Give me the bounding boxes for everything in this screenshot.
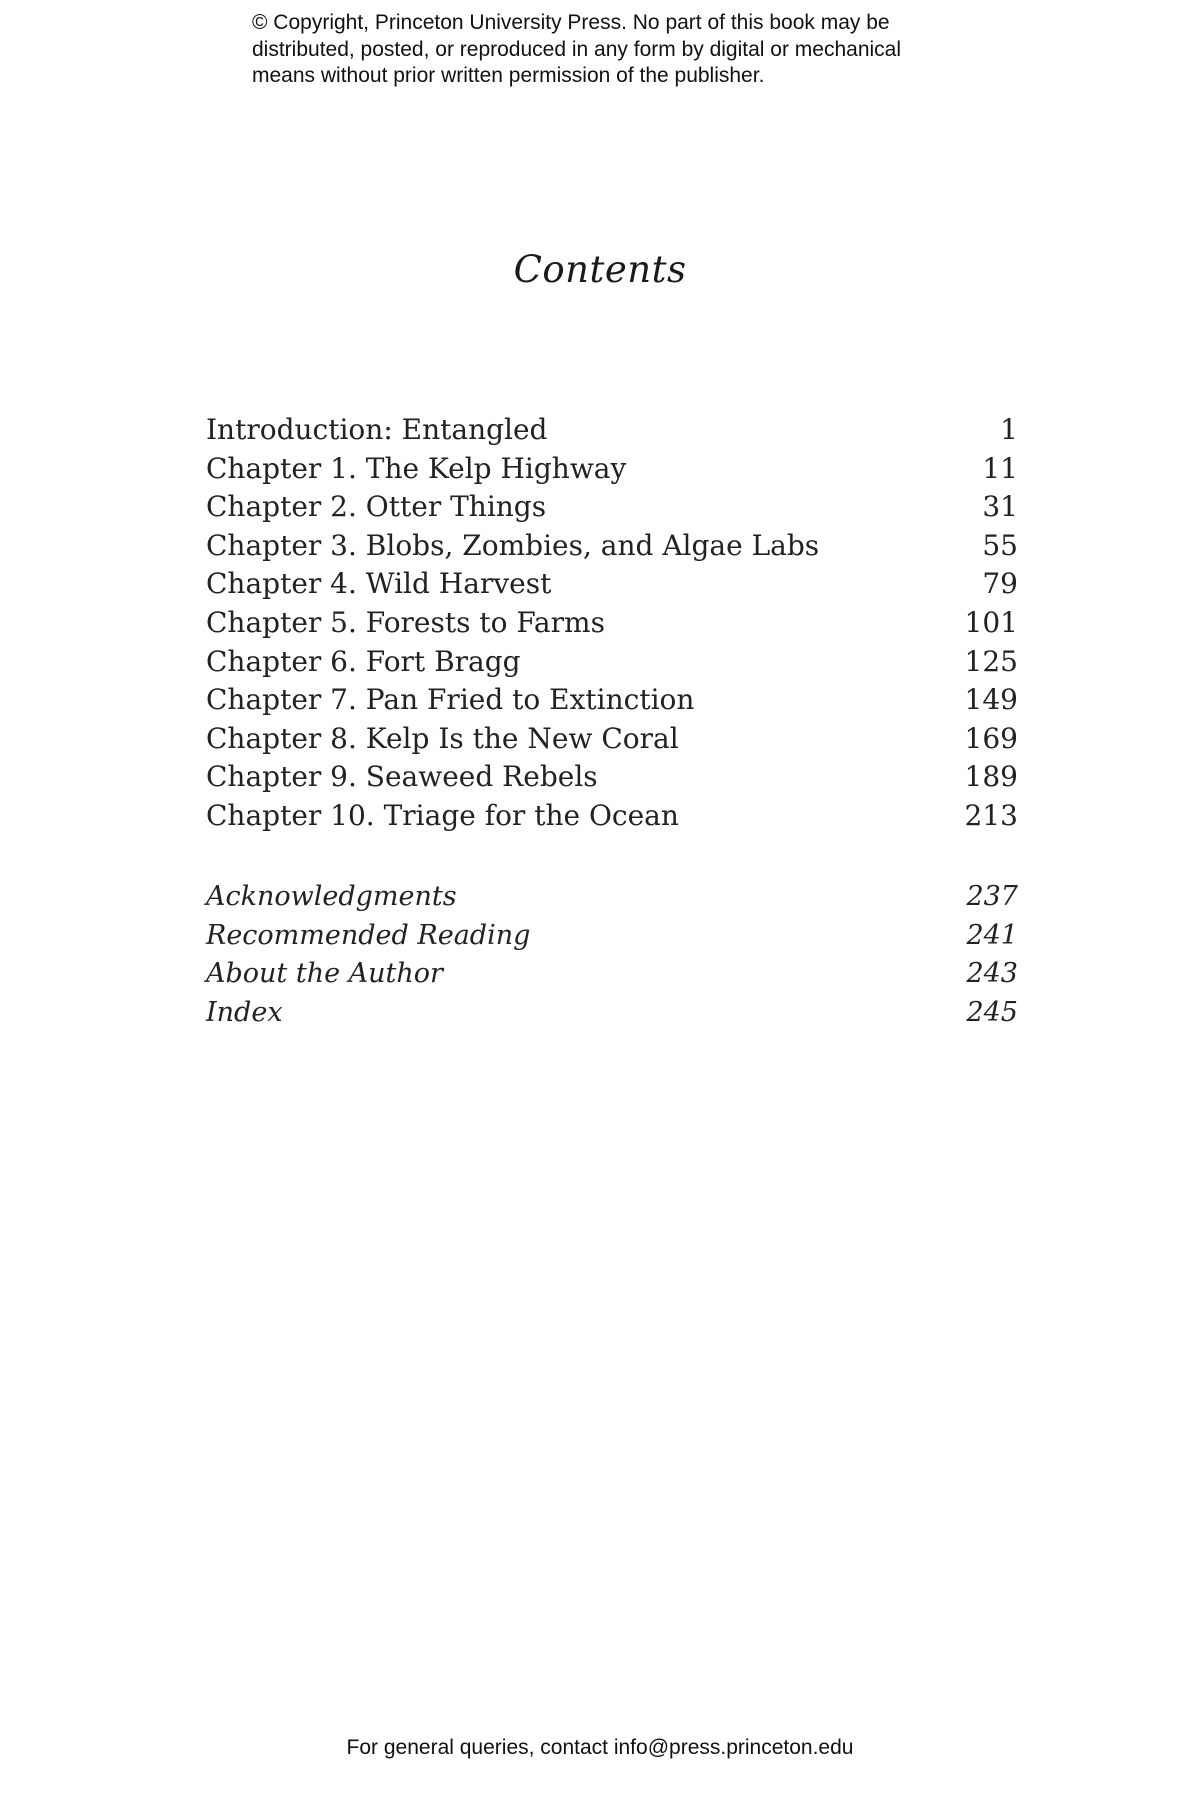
copyright-line: distributed, posted, or reproduced in any form by digital or mechanical — [252, 37, 902, 61]
toc-entry-title: Chapter 5. Forests to Farms — [206, 605, 605, 639]
toc-entry-title: Acknowledgments — [206, 881, 457, 912]
toc-entry — [206, 920, 1018, 959]
toc-entry — [206, 490, 1018, 529]
toc-entry — [206, 799, 1018, 838]
toc-entry-page: 125 — [964, 644, 1018, 678]
toc-entry-page: 243 — [966, 958, 1018, 989]
toc-entry-title: Introduction: Entangled — [206, 413, 548, 446]
toc-entry-title: Recommended Reading — [206, 919, 531, 951]
toc-entry — [206, 997, 1018, 1036]
copyright-line: © Copyright, Princeton University Press. No part of this book may be — [252, 11, 890, 34]
toc-entry-page: 189 — [964, 760, 1018, 794]
copyright-notice — [252, 10, 972, 90]
toc-entry-title: Chapter 3. Blobs, Zombies, and Algae Labs — [206, 528, 820, 562]
toc-entry-title: Chapter 4. Wild Harvest — [206, 567, 552, 601]
toc-entry-title: Chapter 8. Kelp Is the New Coral — [206, 721, 679, 755]
toc-entry-page: 55 — [982, 528, 1018, 562]
toc-entry-title: Chapter 1. The Kelp Highway — [206, 451, 627, 485]
toc-entry-page: 169 — [964, 721, 1018, 755]
toc-entry — [206, 645, 1018, 684]
toc-entry-title: Index — [206, 996, 283, 1028]
toc-entry-page: 245 — [966, 996, 1018, 1028]
toc-entry — [206, 722, 1018, 761]
toc-entry-page: 241 — [966, 919, 1018, 951]
toc-main-list — [206, 413, 1018, 838]
toc-entry-page: 237 — [966, 881, 1018, 912]
toc-entry-page: 31 — [982, 490, 1018, 524]
toc-entry-page: 1 — [1000, 413, 1018, 446]
toc-entry — [206, 452, 1018, 491]
toc-back-matter-list — [206, 881, 1018, 1035]
footer-contact: For general queries, contact info@press.princeton.edu — [346, 1736, 854, 1759]
toc-entry-title: About the Author — [206, 958, 443, 989]
toc-entry — [206, 881, 1018, 920]
toc-entry-page: 101 — [964, 605, 1018, 639]
toc-entry — [206, 606, 1018, 645]
toc-entry-page: 149 — [964, 683, 1018, 717]
toc-entry-title: Chapter 2. Otter Things — [206, 490, 547, 524]
toc-entry-page: 213 — [964, 798, 1018, 832]
copyright-line: means without prior written permission of the publisher. — [252, 64, 765, 87]
toc-entry — [206, 413, 1018, 452]
toc-entry-page: 79 — [982, 567, 1018, 601]
toc-entry — [206, 683, 1018, 722]
toc-entry — [206, 760, 1018, 799]
toc-entry — [206, 958, 1018, 997]
toc-entry — [206, 567, 1018, 606]
toc-entry-page: 11 — [982, 451, 1018, 485]
toc-entry — [206, 529, 1018, 568]
toc-entry-title: Chapter 7. Pan Fried to Extinction — [206, 683, 695, 717]
toc-entry-title: Chapter 10. Triage for the Ocean — [206, 798, 679, 832]
toc-entry-title: Chapter 6. Fort Bragg — [206, 644, 521, 678]
page-title: Contents — [513, 248, 687, 291]
toc-entry-title: Chapter 9. Seaweed Rebels — [206, 760, 598, 794]
